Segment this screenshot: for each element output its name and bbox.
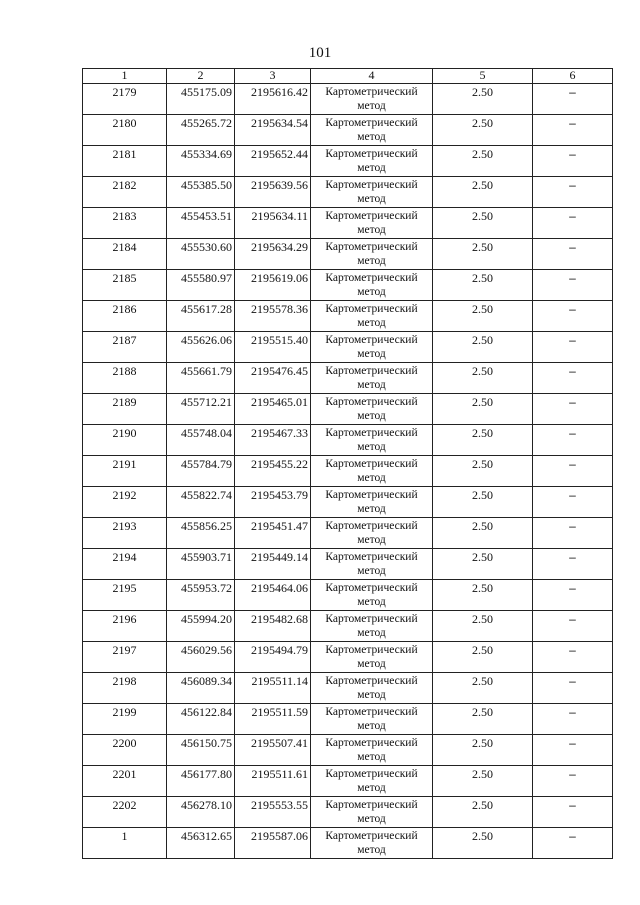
x-coordinate-cell: 455265.72 <box>167 115 235 146</box>
accuracy-cell: 2.50 <box>433 704 533 735</box>
header-row <box>83 69 613 84</box>
y-coordinate-cell: 2195652.44 <box>235 146 311 177</box>
table-row <box>83 363 613 394</box>
table-row <box>83 208 613 239</box>
table-row <box>83 456 613 487</box>
y-coordinate-cell: 2195507.41 <box>235 735 311 766</box>
point-number-cell: 2184 <box>83 239 167 270</box>
note-cell: – <box>533 425 613 456</box>
accuracy-cell: 2.50 <box>433 332 533 363</box>
method-cell: Картометрический метод <box>311 115 433 146</box>
accuracy-cell: 2.50 <box>433 549 533 580</box>
method-cell: Картометрический метод <box>311 394 433 425</box>
accuracy-cell: 2.50 <box>433 797 533 828</box>
note-cell: – <box>533 828 613 859</box>
x-coordinate-cell: 456312.65 <box>167 828 235 859</box>
method-cell: Картометрический метод <box>311 208 433 239</box>
accuracy-cell: 2.50 <box>433 611 533 642</box>
accuracy-cell: 2.50 <box>433 828 533 859</box>
table-row <box>83 487 613 518</box>
x-coordinate-cell: 455661.79 <box>167 363 235 394</box>
point-number-cell: 2198 <box>83 673 167 704</box>
page-number: 101 <box>308 45 332 61</box>
column-header: 2 <box>167 69 235 84</box>
accuracy-cell: 2.50 <box>433 84 533 115</box>
x-coordinate-cell: 456278.10 <box>167 797 235 828</box>
table-row <box>83 270 613 301</box>
column-header: 5 <box>433 69 533 84</box>
accuracy-cell: 2.50 <box>433 270 533 301</box>
y-coordinate-cell: 2195451.47 <box>235 518 311 549</box>
note-cell: – <box>533 797 613 828</box>
accuracy-cell: 2.50 <box>433 425 533 456</box>
note-cell: – <box>533 301 613 332</box>
accuracy-cell: 2.50 <box>433 518 533 549</box>
x-coordinate-cell: 456029.56 <box>167 642 235 673</box>
point-number-cell: 2196 <box>83 611 167 642</box>
point-number-cell: 2191 <box>83 456 167 487</box>
table-row <box>83 549 613 580</box>
note-cell: – <box>533 115 613 146</box>
point-number-cell: 2180 <box>83 115 167 146</box>
column-header: 3 <box>235 69 311 84</box>
y-coordinate-cell: 2195616.42 <box>235 84 311 115</box>
note-cell: – <box>533 735 613 766</box>
accuracy-cell: 2.50 <box>433 239 533 270</box>
point-number-cell: 2185 <box>83 270 167 301</box>
point-number-cell: 2193 <box>83 518 167 549</box>
method-cell: Картометрический метод <box>311 177 433 208</box>
table-row <box>83 766 613 797</box>
x-coordinate-cell: 455822.74 <box>167 487 235 518</box>
x-coordinate-cell: 455453.51 <box>167 208 235 239</box>
point-number-cell: 2199 <box>83 704 167 735</box>
table-row <box>83 735 613 766</box>
coordinates-table <box>82 68 613 859</box>
x-coordinate-cell: 456089.34 <box>167 673 235 704</box>
table-row <box>83 611 613 642</box>
x-coordinate-cell: 455712.21 <box>167 394 235 425</box>
note-cell: – <box>533 580 613 611</box>
method-cell: Картометрический метод <box>311 828 433 859</box>
x-coordinate-cell: 455784.79 <box>167 456 235 487</box>
x-coordinate-cell: 456177.80 <box>167 766 235 797</box>
accuracy-cell: 2.50 <box>433 177 533 208</box>
method-cell: Картометрический метод <box>311 456 433 487</box>
point-number-cell: 2192 <box>83 487 167 518</box>
table-row <box>83 115 613 146</box>
method-cell: Картометрический метод <box>311 766 433 797</box>
point-number-cell: 2188 <box>83 363 167 394</box>
x-coordinate-cell: 455953.72 <box>167 580 235 611</box>
accuracy-cell: 2.50 <box>433 115 533 146</box>
x-coordinate-cell: 455617.28 <box>167 301 235 332</box>
point-number-cell: 2181 <box>83 146 167 177</box>
method-cell: Картометрический метод <box>311 239 433 270</box>
note-cell: – <box>533 704 613 735</box>
table-row <box>83 239 613 270</box>
accuracy-cell: 2.50 <box>433 487 533 518</box>
note-cell: – <box>533 270 613 301</box>
accuracy-cell: 2.50 <box>433 673 533 704</box>
table-row <box>83 580 613 611</box>
column-header: 4 <box>311 69 433 84</box>
y-coordinate-cell: 2195511.61 <box>235 766 311 797</box>
accuracy-cell: 2.50 <box>433 580 533 611</box>
table-header <box>83 69 613 84</box>
note-cell: – <box>533 146 613 177</box>
method-cell: Картометрический метод <box>311 580 433 611</box>
point-number-cell: 2187 <box>83 332 167 363</box>
note-cell: – <box>533 673 613 704</box>
note-cell: – <box>533 239 613 270</box>
note-cell: – <box>533 363 613 394</box>
method-cell: Картометрический метод <box>311 611 433 642</box>
y-coordinate-cell: 2195639.56 <box>235 177 311 208</box>
method-cell: Картометрический метод <box>311 673 433 704</box>
method-cell: Картометрический метод <box>311 363 433 394</box>
y-coordinate-cell: 2195453.79 <box>235 487 311 518</box>
x-coordinate-cell: 455994.20 <box>167 611 235 642</box>
method-cell: Картометрический метод <box>311 301 433 332</box>
table-row <box>83 518 613 549</box>
table-row <box>83 797 613 828</box>
method-cell: Картометрический метод <box>311 270 433 301</box>
method-cell: Картометрический метод <box>311 797 433 828</box>
table-row <box>83 425 613 456</box>
method-cell: Картометрический метод <box>311 84 433 115</box>
note-cell: – <box>533 766 613 797</box>
point-number-cell: 2183 <box>83 208 167 239</box>
accuracy-cell: 2.50 <box>433 301 533 332</box>
y-coordinate-cell: 2195578.36 <box>235 301 311 332</box>
point-number-cell: 2190 <box>83 425 167 456</box>
y-coordinate-cell: 2195482.68 <box>235 611 311 642</box>
point-number-cell: 2186 <box>83 301 167 332</box>
point-number-cell: 2182 <box>83 177 167 208</box>
y-coordinate-cell: 2195587.06 <box>235 828 311 859</box>
y-coordinate-cell: 2195619.06 <box>235 270 311 301</box>
point-number-cell: 1 <box>83 828 167 859</box>
method-cell: Картометрический метод <box>311 704 433 735</box>
x-coordinate-cell: 455903.71 <box>167 549 235 580</box>
point-number-cell: 2189 <box>83 394 167 425</box>
point-number-cell: 2195 <box>83 580 167 611</box>
table-row <box>83 177 613 208</box>
note-cell: – <box>533 487 613 518</box>
point-number-cell: 2179 <box>83 84 167 115</box>
x-coordinate-cell: 455626.06 <box>167 332 235 363</box>
table-row <box>83 673 613 704</box>
y-coordinate-cell: 2195449.14 <box>235 549 311 580</box>
accuracy-cell: 2.50 <box>433 766 533 797</box>
table-row <box>83 394 613 425</box>
y-coordinate-cell: 2195553.55 <box>235 797 311 828</box>
accuracy-cell: 2.50 <box>433 208 533 239</box>
accuracy-cell: 2.50 <box>433 394 533 425</box>
table-row <box>83 146 613 177</box>
y-coordinate-cell: 2195634.54 <box>235 115 311 146</box>
y-coordinate-cell: 2195465.01 <box>235 394 311 425</box>
note-cell: – <box>533 642 613 673</box>
y-coordinate-cell: 2195634.29 <box>235 239 311 270</box>
y-coordinate-cell: 2195455.22 <box>235 456 311 487</box>
method-cell: Картометрический метод <box>311 332 433 363</box>
table-row <box>83 704 613 735</box>
note-cell: – <box>533 456 613 487</box>
note-cell: – <box>533 84 613 115</box>
method-cell: Картометрический метод <box>311 642 433 673</box>
table-row <box>83 84 613 115</box>
table-body <box>83 84 613 859</box>
y-coordinate-cell: 2195476.45 <box>235 363 311 394</box>
note-cell: – <box>533 549 613 580</box>
point-number-cell: 2201 <box>83 766 167 797</box>
method-cell: Картометрический метод <box>311 146 433 177</box>
x-coordinate-cell: 455385.50 <box>167 177 235 208</box>
note-cell: – <box>533 332 613 363</box>
method-cell: Картометрический метод <box>311 487 433 518</box>
note-cell: – <box>533 208 613 239</box>
x-coordinate-cell: 455175.09 <box>167 84 235 115</box>
y-coordinate-cell: 2195494.79 <box>235 642 311 673</box>
y-coordinate-cell: 2195464.06 <box>235 580 311 611</box>
method-cell: Картометрический метод <box>311 735 433 766</box>
table-row <box>83 642 613 673</box>
column-header: 1 <box>83 69 167 84</box>
point-number-cell: 2200 <box>83 735 167 766</box>
note-cell: – <box>533 518 613 549</box>
accuracy-cell: 2.50 <box>433 642 533 673</box>
method-cell: Картометрический метод <box>311 549 433 580</box>
x-coordinate-cell: 455334.69 <box>167 146 235 177</box>
accuracy-cell: 2.50 <box>433 735 533 766</box>
table-row <box>83 301 613 332</box>
table-row <box>83 332 613 363</box>
x-coordinate-cell: 455580.97 <box>167 270 235 301</box>
y-coordinate-cell: 2195511.59 <box>235 704 311 735</box>
method-cell: Картометрический метод <box>311 518 433 549</box>
y-coordinate-cell: 2195467.33 <box>235 425 311 456</box>
x-coordinate-cell: 456122.84 <box>167 704 235 735</box>
method-cell: Картометрический метод <box>311 425 433 456</box>
x-coordinate-cell: 455748.04 <box>167 425 235 456</box>
y-coordinate-cell: 2195634.11 <box>235 208 311 239</box>
x-coordinate-cell: 456150.75 <box>167 735 235 766</box>
table-row <box>83 828 613 859</box>
column-header: 6 <box>533 69 613 84</box>
y-coordinate-cell: 2195511.14 <box>235 673 311 704</box>
accuracy-cell: 2.50 <box>433 146 533 177</box>
point-number-cell: 2194 <box>83 549 167 580</box>
accuracy-cell: 2.50 <box>433 456 533 487</box>
note-cell: – <box>533 394 613 425</box>
point-number-cell: 2197 <box>83 642 167 673</box>
x-coordinate-cell: 455856.25 <box>167 518 235 549</box>
note-cell: – <box>533 611 613 642</box>
note-cell: – <box>533 177 613 208</box>
y-coordinate-cell: 2195515.40 <box>235 332 311 363</box>
x-coordinate-cell: 455530.60 <box>167 239 235 270</box>
point-number-cell: 2202 <box>83 797 167 828</box>
accuracy-cell: 2.50 <box>433 363 533 394</box>
